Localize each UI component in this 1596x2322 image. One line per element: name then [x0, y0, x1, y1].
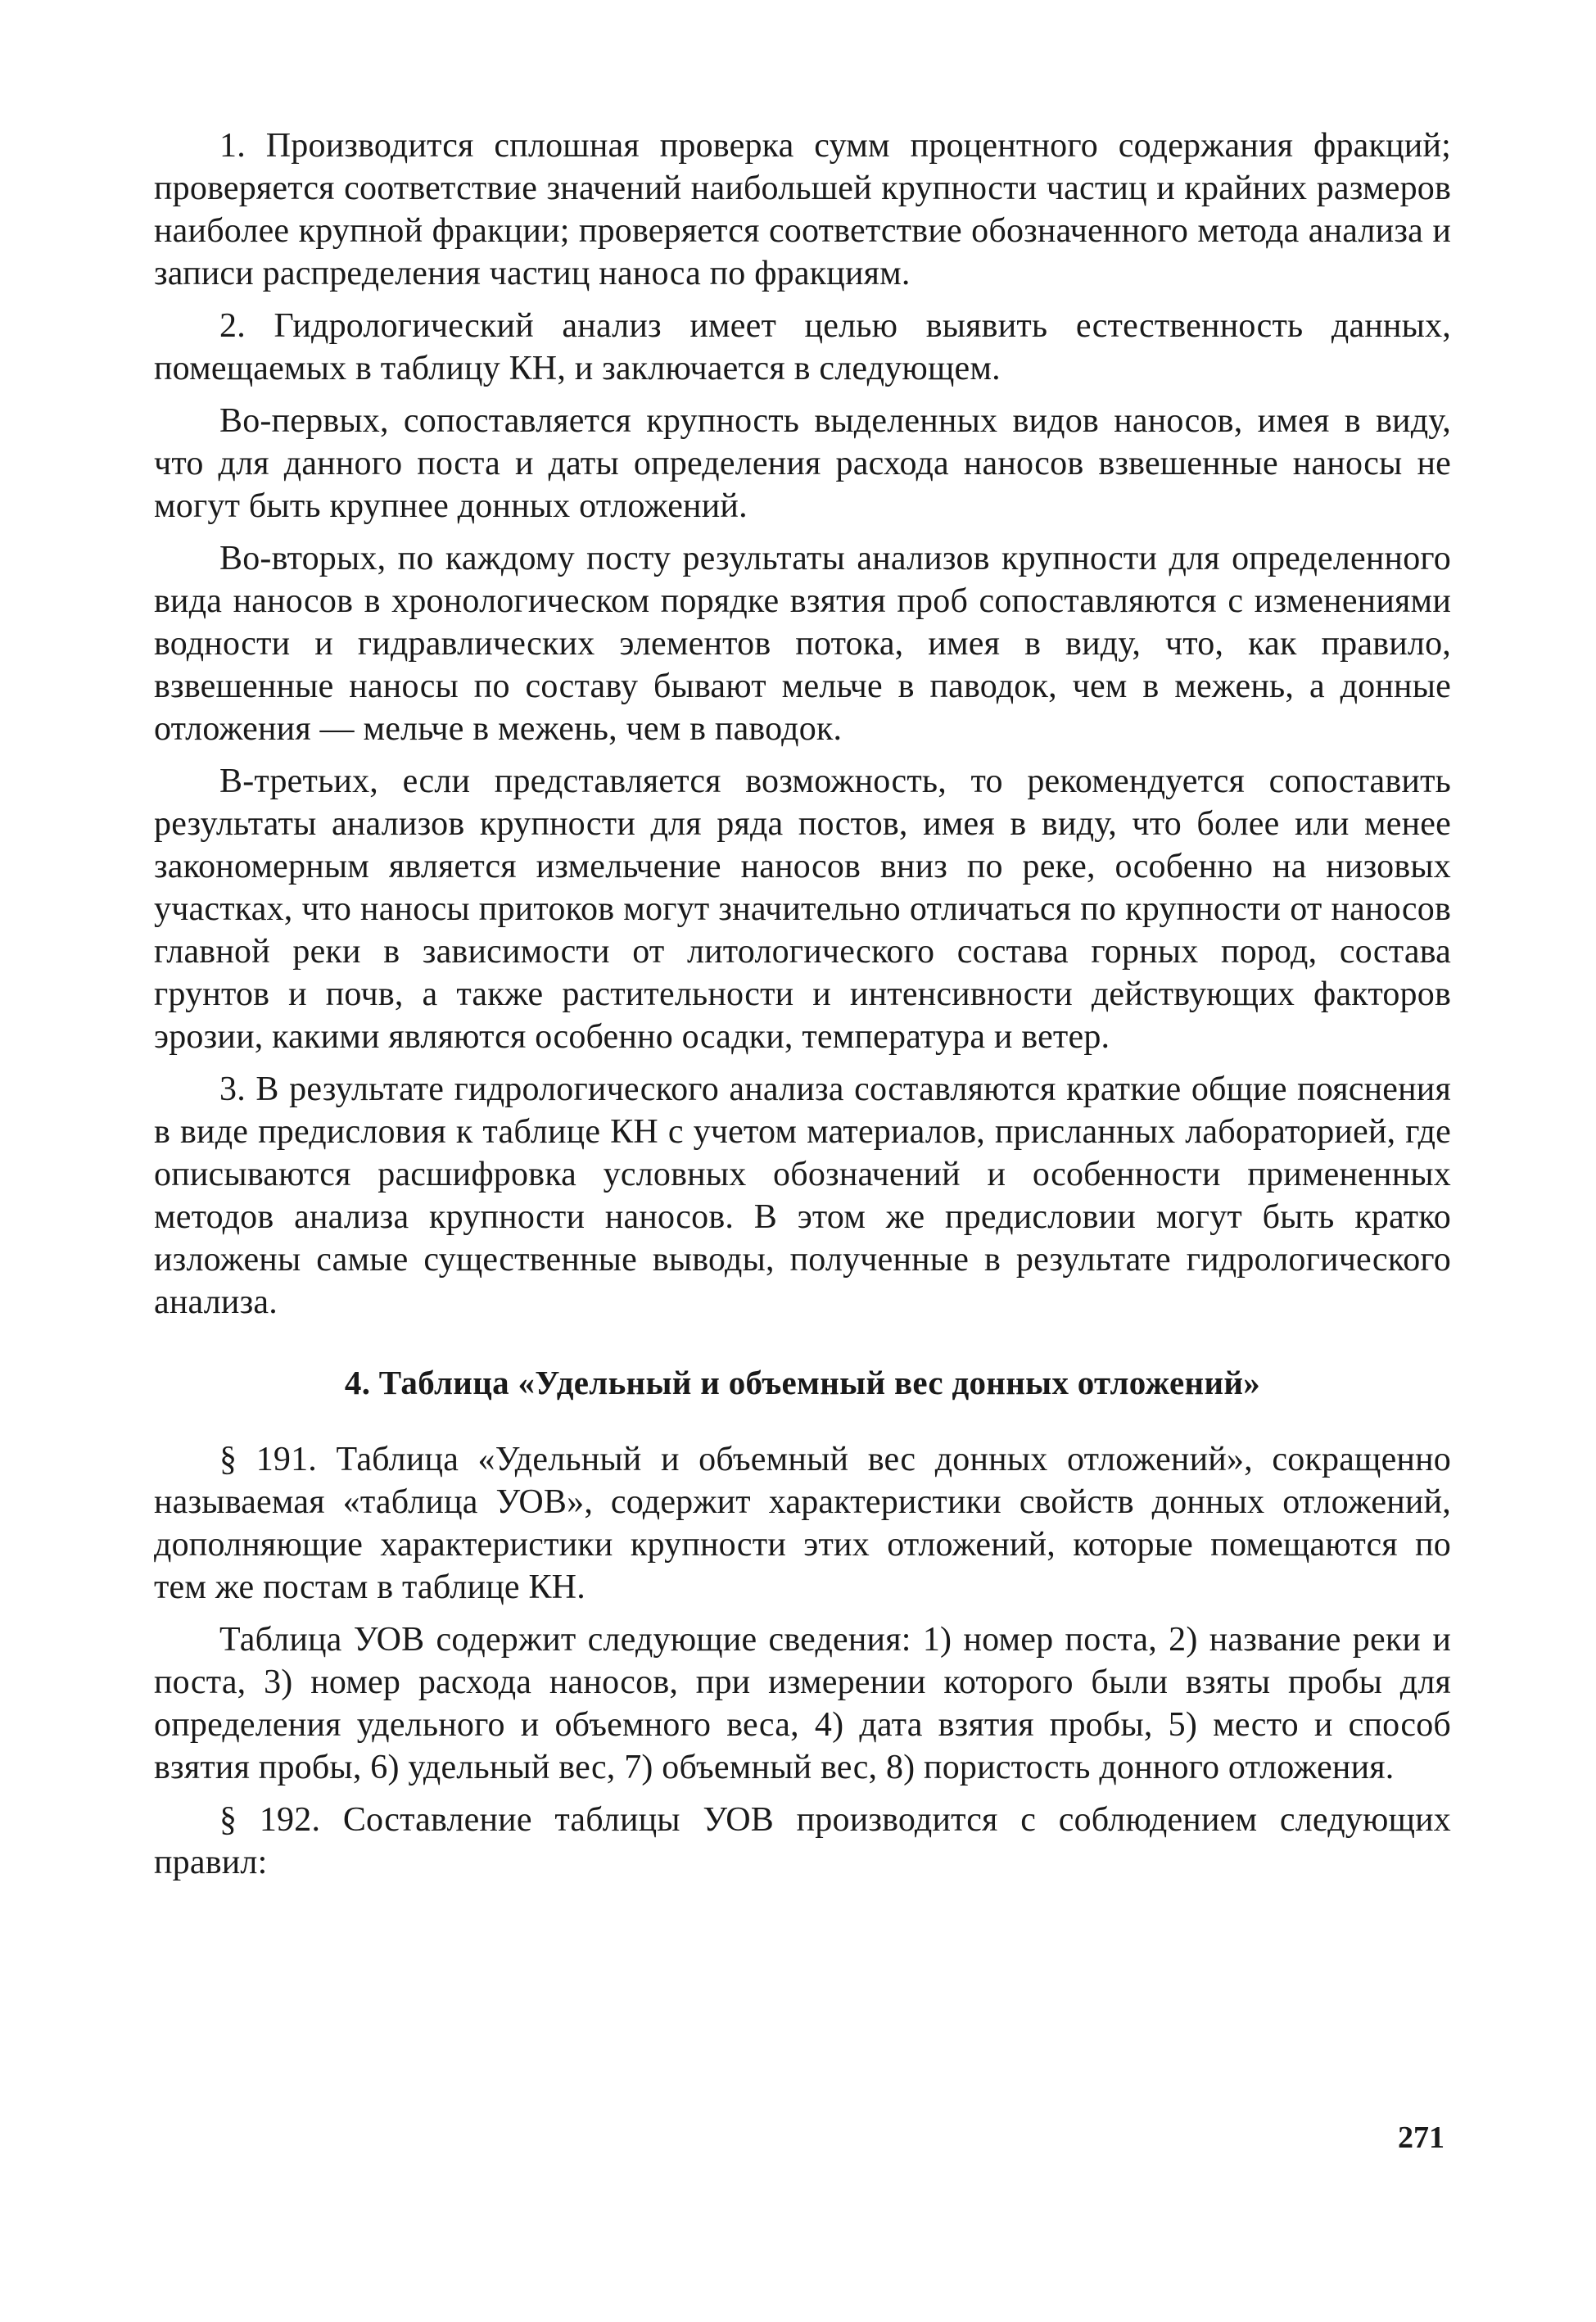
- paragraph-thirdly: В-третьих, если представляется возможность, то рекомендуется сопоставить результаты анализов крупности для ряда постов, имея в виду, что более или менее закономерным является измельчение наносов вниз по реке, особенно на низовых участках, что наносы притоков могут значительно отличаться по крупности от наносов главной реки в зависимости от литологического состава горных пород, состава грунтов и почв, а также растительности и интенсивности действующих факторов эрозии, какими являются особенно осадки, температура и ветер.: [154, 763, 1451, 1056]
- paragraph-secondly: Во-вторых, по каждому посту результаты анализов крупности для определенного вида наносов в хронологическом порядке взятия проб сопоставляются с изменениями водности и гидравлических элементов потока, имея в виду, что, как правило, взвешенные наносы по составу бывают мельче в паводок, чем в межень, а донные отложения — мельче в межень, чем в паводок.: [154, 540, 1451, 748]
- paragraph-section-192: § 192. Составление таблицы УОВ производится с соблюдением следующих правил:: [154, 1801, 1451, 1881]
- paragraph-section-191: § 191. Таблица «Удельный и объемный вес донных отложений», сокращенно называемая «таблица УОВ», содержит характеристики свойств донных отложений, дополняющие характеристики крупности этих отложений, которые помещаются по тем же постам в таблице КН.: [154, 1441, 1451, 1606]
- paragraph-table-contents: Таблица УОВ содержит следующие сведения: 1) номер поста, 2) название реки и поста, 3) номер расхода наносов, при измерении которого были взяты пробы для определения удельного и объемного веса, 4) дата взятия пробы, 5) место и способ взятия пробы, 6) удельный вес, 7) объемный вес, 8) пористость донного отложения.: [154, 1621, 1451, 1786]
- paragraph-analysis-result: 3. В результате гидрологического анализа составляются краткие общие пояснения в виде предисловия к таблице КН с учетом материалов, присланных лабораторией, где описываются расшифровка условных обозначений и особенности примененных методов анализа крупности наносов. В этом же предисловии могут быть кратко изложены самые существенные выводы, полученные в результате гидрологического анализа.: [154, 1070, 1451, 1321]
- section-heading: 4. Таблица «Удельный и объемный вес донных отложений»: [344, 1364, 1261, 1401]
- page-number: 271: [1398, 2121, 1445, 2155]
- body-text: [154, 124, 1451, 1894]
- paragraph-check-fractions: 1. Производится сплошная проверка сумм процентного содержания фракций; проверяется соответствие значений наибольшей крупности частиц и крайних размеров наиболее крупной фракции; проверяется соответствие обозначенного метода анализа и записи распределения частиц наноса по фракциям.: [154, 127, 1451, 292]
- paragraph-firstly: Во-первых, сопоставляется крупность выделенных видов наносов, имея в виду, что для данного поста и даты определения расхода наносов взвешенные наносы не могут быть крупнее донных отложений.: [154, 402, 1451, 525]
- paragraph-hydrological-analysis: 2. Гидрологический анализ имеет целью выявить естественность данных, помещаемых в таблицу КН, и заключается в следующем.: [154, 307, 1451, 387]
